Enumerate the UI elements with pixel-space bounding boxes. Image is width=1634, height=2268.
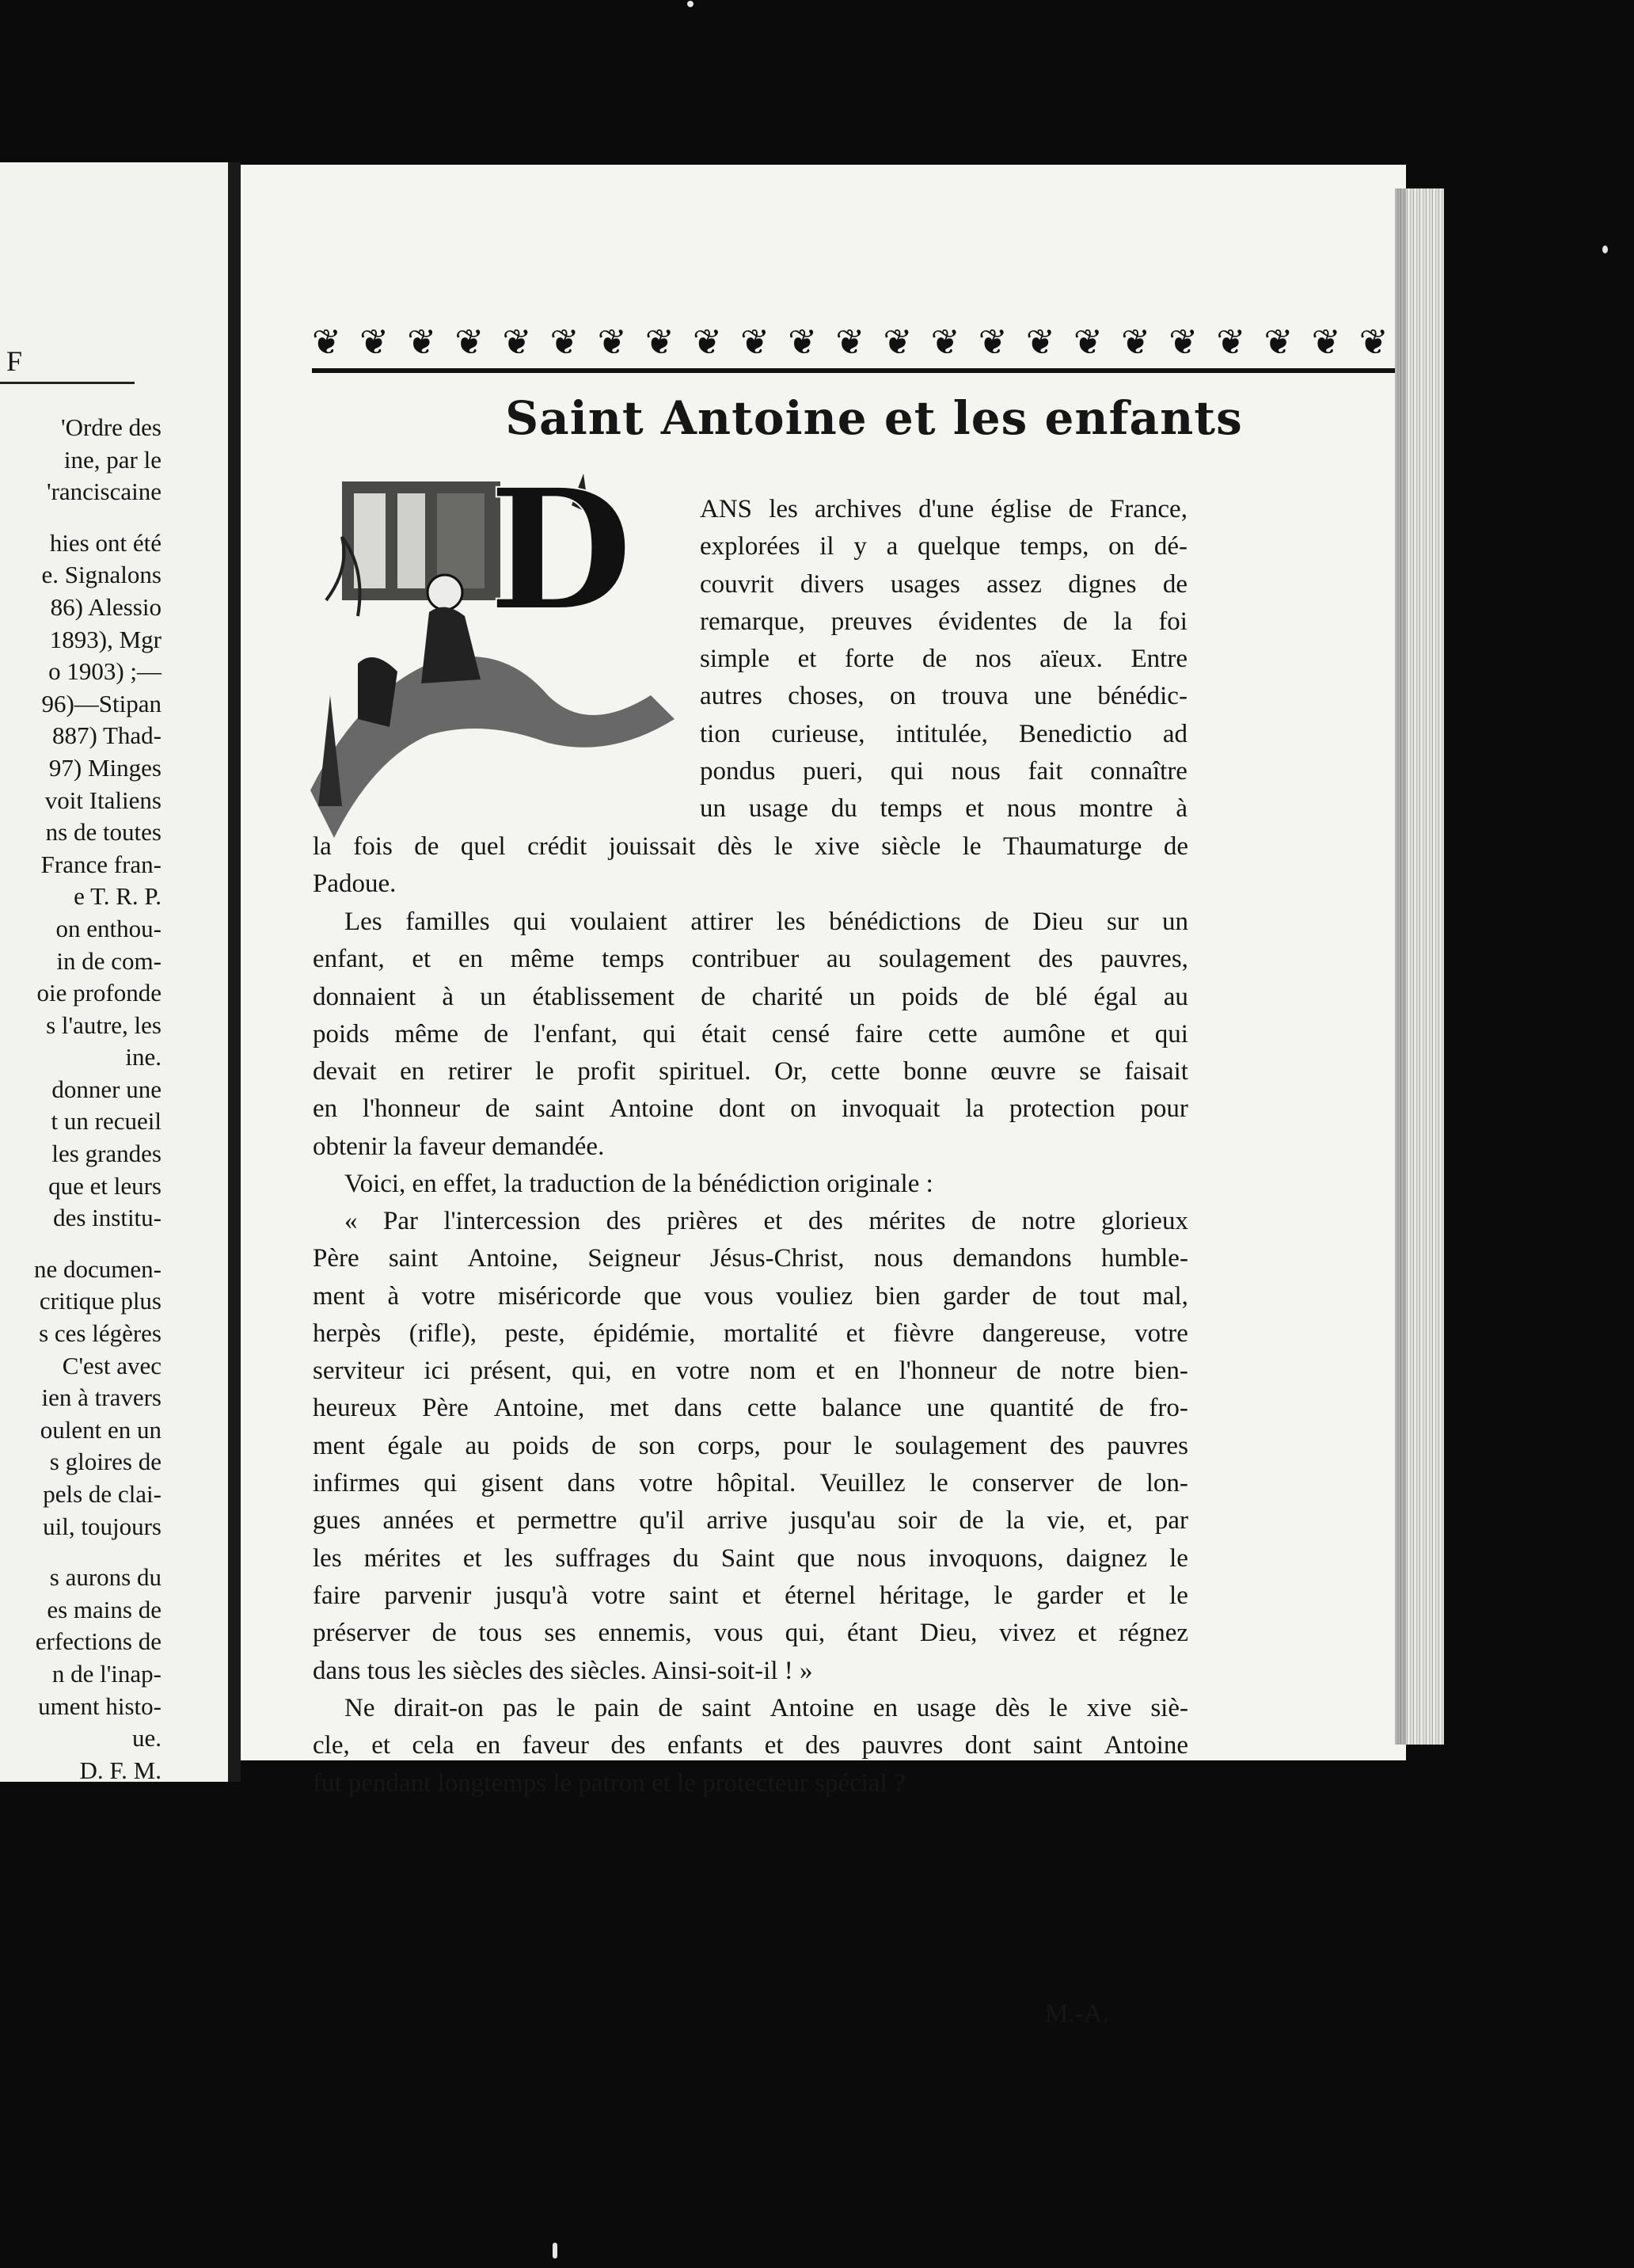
fleuron-ornament-icon: ❦ — [549, 322, 580, 363]
fleuron-ornament-icon: ❦ — [644, 322, 674, 363]
left-page-line: s l'autre, les — [46, 1010, 162, 1039]
text-line: herpès (rifle), peste, épidémie, mortalité et fièvre dangereuse, votre — [313, 1319, 1188, 1348]
text-line: Voici, en effet, la traduction de la bénédiction originale : — [344, 1170, 933, 1198]
left-page-line: es mains de — [47, 1595, 162, 1623]
fleuron-ornament-icon: ❦ — [1216, 322, 1246, 363]
text-line: les mérites et les suffrages du Saint que nous invoquons, daignez le — [313, 1543, 1188, 1573]
left-page-line: s aurons du — [49, 1563, 162, 1592]
left-page-line: ue. — [131, 1724, 162, 1752]
paragraph-5 — [313, 1690, 1188, 1802]
left-page-header: F — [6, 345, 23, 377]
left-page-line: que et leurs — [48, 1171, 162, 1200]
illustrated-dropcap — [310, 458, 674, 854]
fleuron-ornament-icon: ❦ — [407, 322, 437, 363]
left-page-line: des institu- — [53, 1204, 162, 1232]
scan-speck — [1602, 245, 1608, 253]
text-line: faire parvenir jusqu'à votre saint et éternel héritage, le garder et le — [313, 1581, 1188, 1610]
left-page-line: ne documen- — [34, 1254, 162, 1283]
text-line: autres choses, on trouva une bénédic- — [700, 682, 1188, 711]
left-page-line: 97) Minges — [48, 753, 162, 782]
fleuron-ornament-icon: ❦ — [359, 322, 389, 363]
text-line: préserver de tous ses ennemis, vous qui, étant Dieu, vivez et régnez — [313, 1619, 1188, 1648]
author-signature: M.-A. — [1045, 2000, 1109, 2028]
left-page-line: 96)—Stipan — [41, 689, 162, 717]
book-gutter — [228, 162, 241, 1782]
left-page-line: uil, toujours — [43, 1512, 162, 1540]
fleuron-ornament-icon: ❦ — [502, 322, 532, 363]
text-line: obtenir la faveur demandée. — [313, 1132, 605, 1161]
left-page-line: 'ranciscaine — [47, 478, 162, 506]
fleuron-ornament-icon: ❦ — [1074, 322, 1103, 363]
left-page-line: voit Italiens — [44, 786, 162, 814]
left-page-line: in de com- — [56, 946, 162, 975]
text-line: donnaient à un établissement de charité un poids de blé égal au — [313, 982, 1188, 1011]
text-line: devait en retirer le profit spirituel. Or, cette bonne œuvre se faisait — [313, 1057, 1188, 1086]
fleuron-ornament-icon: ❦ — [693, 322, 722, 363]
fleuron-ornament-icon: ❦ — [597, 322, 627, 363]
left-page-line: 887) Thad- — [51, 721, 162, 750]
left-page-line — [0, 508, 162, 527]
fleuron-ornament-icon: ❦ — [1358, 322, 1389, 363]
scan-speck — [687, 1, 694, 7]
left-page-line: ine, par le — [63, 445, 162, 474]
fleuron-ornament-icon: ❦ — [930, 322, 960, 363]
text-line: en l'honneur de saint Antoine dont on invoquait la protection pour — [313, 1094, 1188, 1124]
text-line: infirmes qui gisent dans votre hôpital. Veuillez le conserver de lon- — [313, 1469, 1188, 1498]
left-page-line: s ces légères — [39, 1319, 162, 1348]
left-page-line: critique plus — [39, 1287, 162, 1315]
text-line: ment à votre miséricorde que vous vouliez bien garder de tout mal, — [313, 1281, 1188, 1311]
left-page-line: ien à travers — [41, 1383, 162, 1412]
left-page-line: erfections de — [35, 1627, 162, 1656]
left-page-line: D. F. M. — [79, 1756, 162, 1782]
left-page-line: n de l'inap- — [51, 1659, 162, 1688]
left-page-line: on enthou- — [55, 914, 162, 942]
scan-speck — [553, 2243, 557, 2258]
left-page-line: e T. R. P. — [74, 882, 162, 911]
left-page-line: donner une — [51, 1075, 162, 1103]
fleuron-ornament-icon: ❦ — [788, 322, 818, 363]
fleuron-ornament-icon: ❦ — [740, 322, 770, 363]
left-page-text — [0, 412, 162, 1782]
text-line: dans tous les siècles des siècles. Ainsi-soit-il ! » — [313, 1656, 813, 1685]
text-line: cle, et cela en faveur des enfants et des pauvres dont saint Antoine — [313, 1731, 1188, 1760]
left-page-line: les grandes — [51, 1140, 162, 1168]
text-line: simple et forte de nos aïeux. Entre — [700, 645, 1188, 674]
text-line: Padoue. — [313, 870, 397, 899]
text-line: Ne dirait-on pas le pain de saint Antoine en usage dès le xive siè- — [344, 1694, 1188, 1722]
left-facing-page — [0, 162, 228, 1782]
fleuron-ornament-icon: ❦ — [454, 322, 484, 363]
left-page-line: 1893), Mgr — [49, 625, 162, 653]
text-line: enfant, et en même temps contribuer au soulagement des pauvres, — [313, 945, 1188, 974]
text-line: remarque, preuves évidentes de la foi — [700, 607, 1188, 636]
text-line: fut pendant longtemps le patron et le protecteur spécial ? — [313, 1768, 906, 1798]
text-line: poids même de l'enfant, qui était censé faire cette aumône et qui — [313, 1019, 1188, 1048]
left-page-line: o 1903) ;— — [48, 657, 162, 686]
header-rule — [312, 368, 1436, 373]
first-paragraph-narrow — [700, 491, 1188, 828]
fleuron-ornament-icon: ❦ — [978, 322, 1008, 363]
text-line: la fois de quel crédit jouissait dès le xive siècle le Thaumaturge de — [313, 832, 1188, 861]
left-page-line: ine. — [125, 1043, 162, 1071]
fleuron-ornament-icon: ❦ — [835, 322, 865, 363]
fleuron-ornament-icon: ❦ — [883, 322, 913, 363]
text-line: explorées il y a quelque temps, on dé- — [700, 532, 1188, 561]
right-page — [241, 165, 1406, 2028]
text-line: ANS les archives d'une église de France, — [700, 495, 1188, 523]
left-page-line: ns de toutes — [45, 818, 162, 847]
left-page-line — [0, 1235, 162, 1254]
fleuron-ornament-icon: ❦ — [1121, 322, 1150, 363]
text-line: Père saint Antoine, Seigneur Jésus-Christ, nous demandons humble- — [313, 1244, 1188, 1273]
article-title: Saint Antoine et les enfants — [505, 391, 1243, 445]
text-line: serviteur ici présent, qui, en votre nom et en l'honneur de notre bien- — [313, 1357, 1188, 1386]
left-page-line — [0, 1543, 162, 1562]
fleuron-ornament-icon: ❦ — [312, 322, 341, 363]
text-line: heureux Père Antoine, met dans cette balance une quantité de fro- — [313, 1394, 1188, 1423]
text-line: gues années et permettre qu'il arrive jusqu'au soir de la vie, et, par — [313, 1506, 1188, 1535]
paragraph-3 — [313, 1166, 1188, 1203]
text-line: Les familles qui voulaient attirer les bénédictions de Dieu sur un — [344, 908, 1188, 936]
benediction-quote — [313, 1203, 1188, 1690]
left-page-line: pels de clai- — [43, 1480, 162, 1508]
first-paragraph-continued — [313, 828, 1188, 904]
left-page-line: oie profonde — [36, 979, 162, 1007]
left-page-line: e. Signalons — [41, 561, 162, 589]
paragraph-2 — [313, 904, 1188, 1166]
left-page-line: t un recueil — [51, 1107, 162, 1136]
text-line: ment égale au poids de son corps, pour le soulagement des pauvres — [313, 1431, 1188, 1460]
text-line: tion curieuse, intitulée, Benedictio ad — [700, 719, 1188, 748]
fleuron-ornament-icon: ❦ — [1168, 322, 1199, 363]
left-page-line: s gloires de — [49, 1448, 162, 1476]
fleuron-ornament-icon: ❦ — [1264, 322, 1294, 363]
left-page-line: oulent en un — [40, 1415, 162, 1444]
fleuron-ornament-icon: ❦ — [1025, 322, 1055, 363]
text-line: un usage du temps et nous montre à — [700, 794, 1188, 824]
text-line: « Par l'intercession des prières et des mérites de notre glorieux — [344, 1207, 1188, 1235]
left-page-line: hies ont été — [49, 528, 162, 557]
left-page-rule — [0, 382, 135, 384]
ornamental-header-band — [312, 319, 1436, 373]
left-page-line: C'est avec — [62, 1351, 162, 1379]
left-page-line: ument histo- — [38, 1691, 162, 1720]
text-line: pondus pueri, qui nous fait connaître — [700, 757, 1188, 786]
page-stack-edges — [1395, 188, 1444, 1745]
left-page-line: France fran- — [40, 850, 162, 878]
fleuron-ornament-icon: ❦ — [1311, 322, 1341, 363]
left-page-line: 86) Alessio — [50, 592, 162, 621]
dropcap-letter: D — [488, 458, 633, 648]
text-line: couvrit divers usages assez dignes de — [700, 569, 1188, 599]
left-page-line: 'Ordre des — [61, 413, 162, 441]
